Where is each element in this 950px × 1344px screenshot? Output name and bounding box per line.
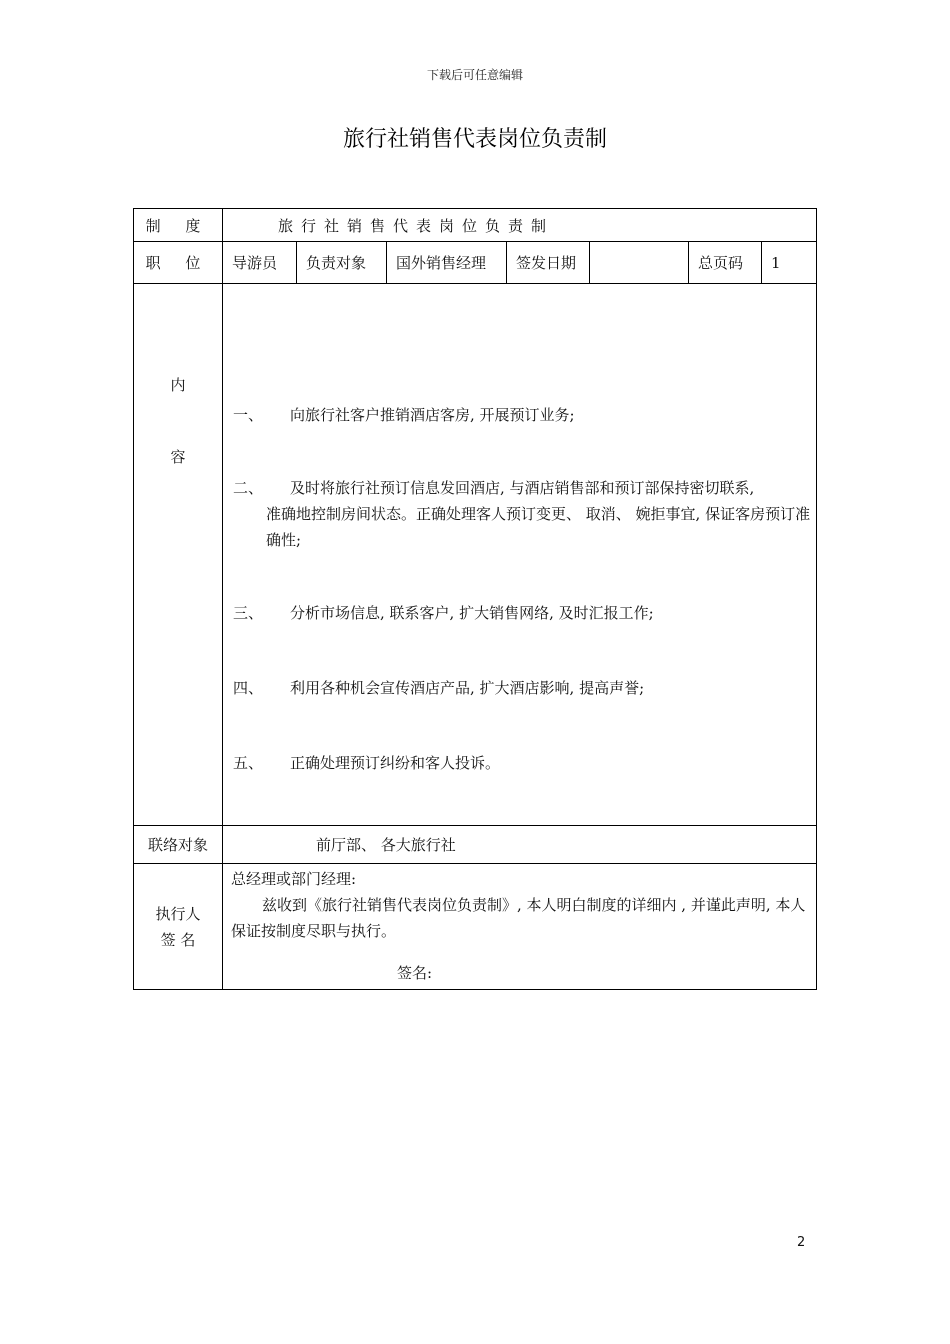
signature-line: 签名:	[397, 964, 433, 982]
system-value: 旅行社销售代表岗位负责制	[223, 209, 817, 242]
item-number: 五、	[233, 754, 264, 772]
item-text: 正确处理预订纠纷和客人投诉。	[290, 754, 501, 772]
item-number: 三、	[233, 604, 264, 622]
content-items-cell	[223, 284, 817, 826]
document-title: 旅行社销售代表岗位负责制	[342, 127, 607, 152]
issue-date-label: 签发日期	[507, 242, 590, 284]
signer-label-2: 签 名	[160, 930, 196, 949]
contact-row	[134, 826, 817, 864]
content-item	[233, 475, 810, 553]
content-label-cell	[134, 284, 223, 826]
responsible-value: 国外销售经理	[387, 242, 507, 284]
item-number: 一、	[233, 406, 264, 424]
item-continuation: 准确地控制房间状态。正确处理客人预订变更、 取消、 婉拒事宜, 保证客房预订准确性;	[266, 505, 811, 549]
content-item	[233, 675, 810, 701]
item-text: 利用各种机会宣传酒店产品, 扩大酒店影响, 提高声誉;	[290, 679, 645, 697]
content-row	[134, 284, 817, 826]
content-label-1: 内	[170, 376, 186, 394]
total-pages-label: 总页码	[689, 242, 762, 284]
signer-label-1: 执行人	[155, 904, 201, 923]
header-note: 下载后可任意编辑	[426, 68, 523, 82]
content-item	[233, 600, 810, 626]
total-pages-value: 1	[762, 242, 817, 284]
issue-date-value	[590, 242, 689, 284]
item-number: 二、	[233, 479, 264, 497]
content-item	[233, 750, 810, 776]
position-row	[134, 242, 817, 284]
position-value: 导游员	[223, 242, 297, 284]
position-label: 职 位	[134, 242, 223, 284]
contact-label: 联络对象	[134, 826, 223, 864]
responsibility-form-table	[133, 208, 817, 990]
contact-value: 前厅部、 各大旅行社	[223, 826, 817, 864]
system-row	[134, 209, 817, 242]
system-label: 制 度	[134, 209, 223, 242]
item-text: 向旅行社客户推销酒店客房, 开展预订业务;	[290, 406, 575, 424]
page-number: 2	[797, 1235, 806, 1250]
signer-row	[134, 864, 817, 990]
item-text: 分析市场信息, 联系客户, 扩大销售网络, 及时汇报工作;	[290, 604, 654, 622]
item-text: 及时将旅行社预订信息发回酒店, 与酒店销售部和预订部保持密切联系,	[290, 479, 755, 497]
item-number: 四、	[233, 679, 264, 697]
signature-cell	[223, 864, 817, 990]
signer-label-cell	[134, 864, 223, 990]
sign-body: 兹收到《旅行社销售代表岗位负责制》, 本人明白制度的详细内 , 并谨此声明, 本人保证按制度尽职与执行。	[231, 896, 806, 940]
content-label-2: 容	[170, 448, 186, 466]
responsible-label: 负责对象	[297, 242, 387, 284]
content-item	[233, 402, 810, 428]
sign-salutation: 总经理或部门经理:	[231, 870, 357, 888]
